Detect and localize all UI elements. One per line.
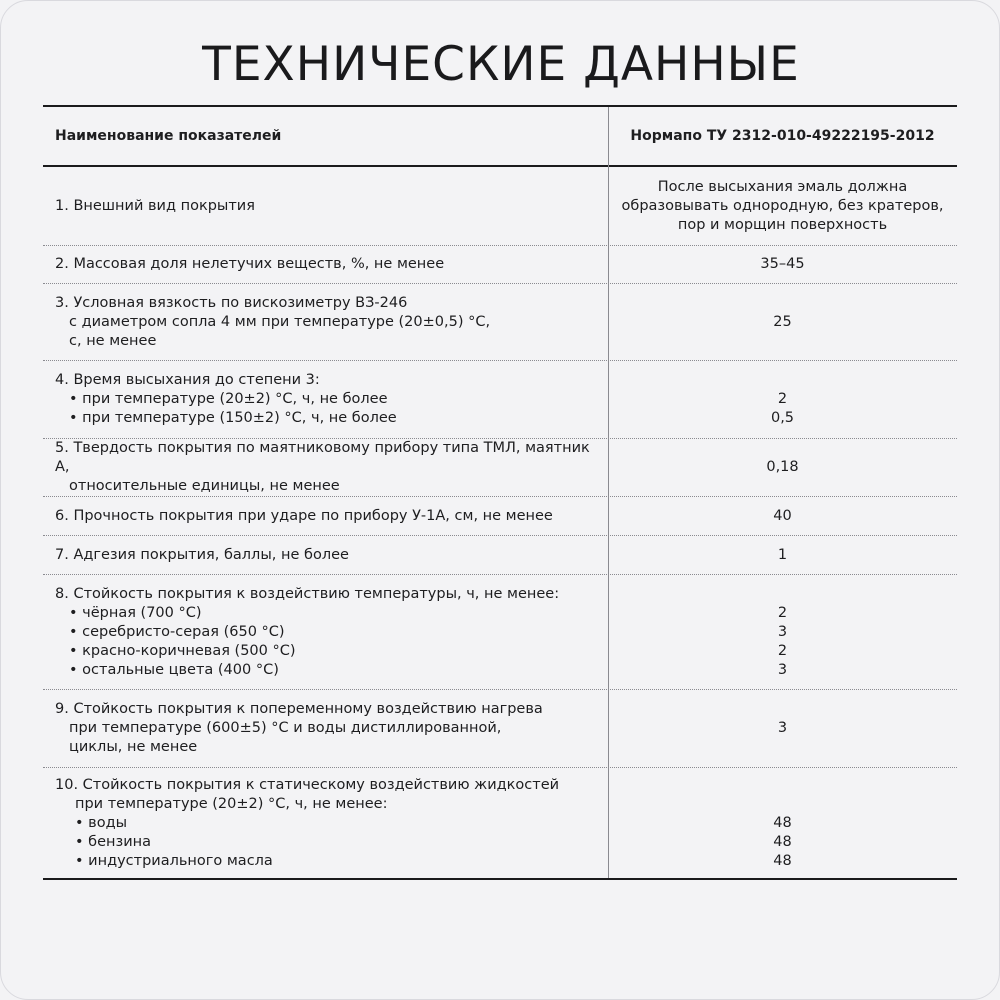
table-row bbox=[43, 497, 957, 536]
page-title: ТЕХНИЧЕСКИЕ ДАННЫЕ bbox=[202, 37, 800, 92]
value-line: 3 bbox=[777, 720, 788, 736]
label-line: с, не менее bbox=[69, 332, 157, 349]
row-value bbox=[608, 361, 957, 438]
table-row bbox=[43, 439, 957, 497]
header-indicator-name: Наименование показателей bbox=[55, 128, 282, 144]
label-line: с диаметром сопла 4 мм при температуре (20±0,5) °С, bbox=[69, 313, 491, 330]
row-label bbox=[43, 167, 608, 245]
label-line: 1. Внешний вид покрытия bbox=[55, 197, 255, 214]
row-value bbox=[608, 768, 957, 878]
value-line: 3 bbox=[777, 623, 788, 640]
label-line: • красно-коричневая (500 °С) bbox=[69, 642, 296, 659]
value-line: 2 bbox=[777, 391, 788, 407]
row-label bbox=[43, 768, 608, 878]
table-row bbox=[43, 246, 957, 284]
label-line: относительные единицы, не менее bbox=[69, 478, 340, 494]
table-row bbox=[43, 284, 957, 361]
label-line: 2. Массовая доля нелетучих веществ, %, не менее bbox=[55, 256, 445, 272]
spec-table bbox=[43, 105, 957, 880]
label-line: • при температуре (150±2) °С, ч, не более bbox=[69, 410, 397, 426]
row-value bbox=[608, 439, 957, 496]
row-label bbox=[43, 361, 608, 438]
header-norm bbox=[608, 107, 957, 165]
value-line: 40 bbox=[773, 507, 792, 524]
table-row bbox=[43, 575, 957, 690]
label-line: 8. Стойкость покрытия к воздействию температуры, ч, не менее: bbox=[55, 585, 560, 602]
label-line: при температуре (20±2) °С, ч, не менее: bbox=[75, 795, 388, 812]
row-label bbox=[43, 246, 608, 283]
value-line: 2 bbox=[777, 604, 788, 621]
value-line: пор и морщин поверхность bbox=[677, 216, 888, 233]
row-label bbox=[43, 439, 608, 496]
value-line: 35–45 bbox=[760, 256, 805, 272]
label-line: • бензина bbox=[75, 833, 152, 850]
label-line: 9. Стойкость покрытия к попеременному воздействию нагрева bbox=[55, 701, 543, 717]
row-label bbox=[43, 690, 608, 767]
label-line: 5. Твердость покрытия по маятниковому прибору типа ТМЛ, маятник А, bbox=[55, 440, 590, 475]
row-value bbox=[608, 690, 957, 767]
table-row bbox=[43, 167, 957, 246]
table-row bbox=[43, 361, 957, 439]
label-line: • индустриального масла bbox=[75, 852, 273, 869]
row-value bbox=[608, 497, 957, 535]
column-divider bbox=[608, 107, 609, 878]
value-line: 48 bbox=[773, 852, 792, 869]
value-line: 0,5 bbox=[770, 410, 795, 426]
row-value bbox=[608, 246, 957, 283]
label-line: 10. Стойкость покрытия к статическому воздействию жидкостей bbox=[55, 776, 560, 793]
label-line: 7. Адгезия покрытия, баллы, не более bbox=[55, 546, 349, 563]
label-line: при температуре (600±5) °С и воды дистиллированной, bbox=[69, 720, 502, 736]
label-line: • остальные цвета (400 °С) bbox=[69, 661, 279, 678]
label-line: 6. Прочность покрытия при ударе по прибору У-1А, см, не менее bbox=[55, 507, 553, 524]
value-line: образовывать однородную, без кратеров, bbox=[621, 197, 944, 214]
row-value bbox=[608, 284, 957, 360]
table-header bbox=[43, 107, 957, 167]
value-line: 0,18 bbox=[766, 459, 799, 475]
label-line: • серебристо-серая (650 °С) bbox=[69, 623, 285, 640]
table-row bbox=[43, 768, 957, 878]
row-label bbox=[43, 284, 608, 360]
row-label bbox=[43, 575, 608, 689]
table-row bbox=[43, 536, 957, 575]
label-line: • чёрная (700 °С) bbox=[69, 604, 202, 621]
label-line: циклы, не менее bbox=[69, 739, 198, 755]
row-label bbox=[43, 497, 608, 535]
value-line: 1 bbox=[777, 546, 788, 563]
label-line: 3. Условная вязкость по вискозиметру ВЗ-246 bbox=[55, 294, 408, 311]
table-row bbox=[43, 690, 957, 768]
label-line: • воды bbox=[75, 814, 128, 831]
label-line: • при температуре (20±2) °С, ч, не более bbox=[69, 391, 388, 407]
row-value bbox=[608, 536, 957, 574]
value-line: После высыхания эмаль должна bbox=[657, 178, 908, 195]
header-norm-standard: по ТУ 2312-010-49222195-2012 bbox=[682, 127, 935, 144]
value-line: 25 bbox=[773, 313, 792, 330]
value-line: 48 bbox=[773, 814, 792, 831]
label-line: 4. Время высыхания до степени 3: bbox=[55, 372, 320, 388]
value-line: 3 bbox=[777, 661, 788, 678]
row-value bbox=[608, 167, 957, 245]
row-label bbox=[43, 536, 608, 574]
row-value bbox=[608, 575, 957, 689]
value-line: 48 bbox=[773, 833, 792, 850]
header-norm-title: Норма bbox=[630, 127, 683, 144]
value-line: 2 bbox=[777, 642, 788, 659]
